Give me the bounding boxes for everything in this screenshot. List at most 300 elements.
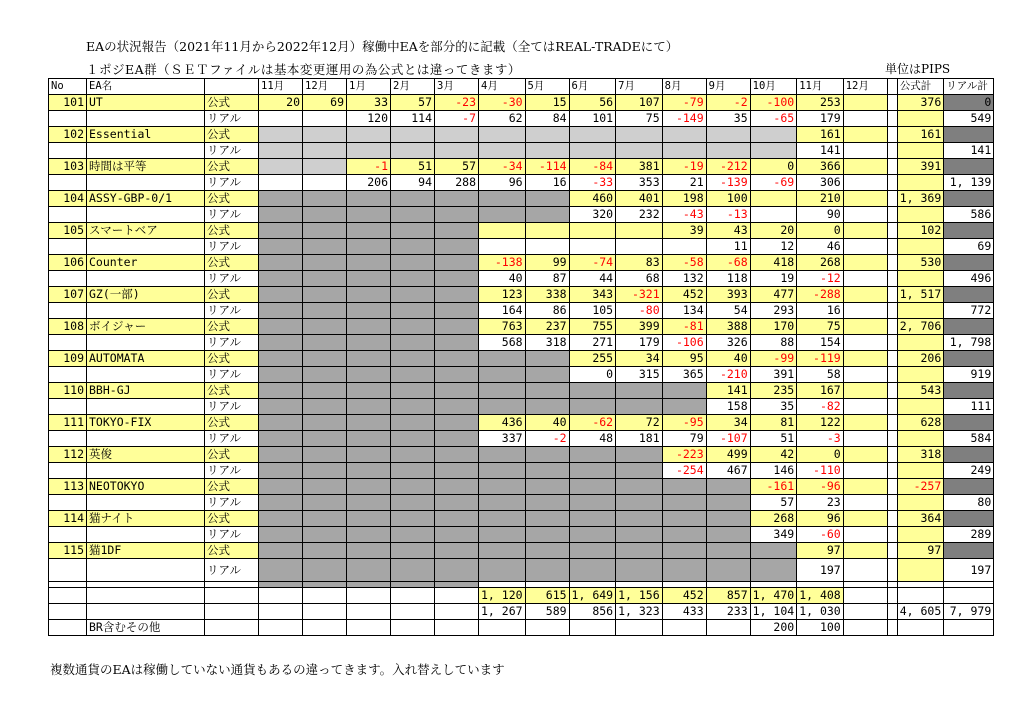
month-value: -34 bbox=[479, 159, 526, 175]
month-value bbox=[391, 383, 435, 399]
official-total-empty bbox=[897, 431, 944, 447]
official-total-empty bbox=[897, 111, 944, 127]
official-total: 318 bbox=[897, 447, 944, 463]
month-value: 197 bbox=[797, 559, 844, 582]
month-value bbox=[259, 367, 303, 383]
month-value: 72 bbox=[616, 415, 663, 431]
month-value: -1 bbox=[347, 159, 391, 175]
month-value: 120 bbox=[347, 111, 391, 127]
month-value bbox=[525, 479, 569, 495]
ea-official-row bbox=[49, 191, 994, 207]
ea-real-row bbox=[49, 239, 994, 255]
column-header: 2月 bbox=[391, 79, 435, 95]
official-total: 543 bbox=[897, 383, 944, 399]
ea-number-empty bbox=[49, 111, 87, 127]
month-value bbox=[616, 479, 663, 495]
month-value bbox=[259, 399, 303, 415]
totals-official-row bbox=[49, 588, 994, 604]
month-value: -138 bbox=[479, 255, 526, 271]
month-value bbox=[843, 287, 887, 303]
month-value bbox=[525, 207, 569, 223]
kind-official: 公式 bbox=[205, 319, 259, 335]
ea-number: 106 bbox=[49, 255, 87, 271]
month-value: 237 bbox=[525, 319, 569, 335]
month-value: 84 bbox=[525, 111, 569, 127]
month-value: 141 bbox=[706, 383, 750, 399]
spacer-cell bbox=[887, 143, 897, 159]
month-value: 134 bbox=[662, 303, 706, 319]
month-value bbox=[843, 511, 887, 527]
month-value: 122 bbox=[797, 415, 844, 431]
month-value bbox=[843, 431, 887, 447]
real-total: 111 bbox=[944, 399, 994, 415]
other-row bbox=[49, 620, 994, 636]
month-value bbox=[303, 111, 347, 127]
month-value bbox=[391, 479, 435, 495]
month-value: 418 bbox=[750, 255, 797, 271]
month-value bbox=[662, 127, 706, 143]
month-value bbox=[259, 351, 303, 367]
month-value bbox=[479, 191, 526, 207]
month-value bbox=[303, 319, 347, 335]
month-value bbox=[479, 511, 526, 527]
other-value bbox=[391, 620, 435, 636]
ea-name-empty bbox=[87, 111, 205, 127]
ea-real-row bbox=[49, 207, 994, 223]
total-value bbox=[391, 588, 435, 604]
ea-name-empty bbox=[87, 495, 205, 511]
official-total: 206 bbox=[897, 351, 944, 367]
month-value bbox=[569, 127, 616, 143]
month-value: 326 bbox=[706, 335, 750, 351]
real-total-empty bbox=[944, 159, 994, 175]
month-value bbox=[525, 143, 569, 159]
ea-official-row bbox=[49, 511, 994, 527]
month-value bbox=[303, 463, 347, 479]
month-value bbox=[750, 559, 797, 582]
month-value bbox=[303, 399, 347, 415]
column-header: EA名 bbox=[87, 79, 205, 95]
month-value: 75 bbox=[797, 319, 844, 335]
month-value bbox=[347, 223, 391, 239]
month-value bbox=[843, 447, 887, 463]
ea-official-row bbox=[49, 351, 994, 367]
month-value bbox=[843, 415, 887, 431]
month-value bbox=[259, 207, 303, 223]
month-value bbox=[303, 175, 347, 191]
month-value bbox=[616, 239, 663, 255]
month-value bbox=[259, 223, 303, 239]
month-value bbox=[391, 511, 435, 527]
month-value bbox=[525, 495, 569, 511]
month-value bbox=[303, 511, 347, 527]
month-value: 51 bbox=[391, 159, 435, 175]
month-value bbox=[662, 479, 706, 495]
total-value bbox=[843, 588, 887, 604]
kind-real: リアル bbox=[205, 111, 259, 127]
month-value: 16 bbox=[525, 175, 569, 191]
other-value: 200 bbox=[750, 620, 797, 636]
ea-official-row bbox=[49, 287, 994, 303]
column-header: 5月 bbox=[525, 79, 569, 95]
totals-blank bbox=[205, 604, 259, 620]
ea-number-empty bbox=[49, 175, 87, 191]
month-value bbox=[525, 383, 569, 399]
month-value bbox=[569, 463, 616, 479]
month-value bbox=[391, 255, 435, 271]
month-value bbox=[391, 143, 435, 159]
month-value bbox=[843, 463, 887, 479]
month-value bbox=[435, 223, 479, 239]
month-value bbox=[569, 511, 616, 527]
real-total: 69 bbox=[944, 239, 994, 255]
month-value bbox=[303, 239, 347, 255]
grand-real-total: 7, 979 bbox=[944, 604, 994, 620]
month-value bbox=[259, 559, 303, 582]
month-value: 105 bbox=[569, 303, 616, 319]
official-total-empty bbox=[897, 463, 944, 479]
month-value bbox=[435, 543, 479, 559]
month-value bbox=[525, 239, 569, 255]
month-value: -2 bbox=[706, 95, 750, 111]
month-value bbox=[259, 431, 303, 447]
month-value bbox=[303, 495, 347, 511]
month-value bbox=[435, 239, 479, 255]
ea-name: 猫1DF bbox=[87, 543, 205, 559]
month-value: -96 bbox=[797, 479, 844, 495]
month-value: 349 bbox=[750, 527, 797, 543]
official-total-empty bbox=[897, 271, 944, 287]
official-total: 161 bbox=[897, 127, 944, 143]
kind-real: リアル bbox=[205, 303, 259, 319]
official-total: 530 bbox=[897, 255, 944, 271]
ea-name: GZ(一部) bbox=[87, 287, 205, 303]
month-value bbox=[347, 447, 391, 463]
spacer-cell bbox=[887, 588, 897, 604]
spacer-cell bbox=[887, 95, 897, 111]
kind-real: リアル bbox=[205, 207, 259, 223]
month-value bbox=[259, 543, 303, 559]
total-value bbox=[347, 588, 391, 604]
month-value bbox=[303, 143, 347, 159]
spacer-cell bbox=[887, 79, 897, 95]
month-value: 12 bbox=[750, 239, 797, 255]
month-value bbox=[843, 271, 887, 287]
month-value: 90 bbox=[797, 207, 844, 223]
month-value bbox=[303, 191, 347, 207]
month-value bbox=[259, 319, 303, 335]
month-value: -69 bbox=[750, 175, 797, 191]
month-value bbox=[662, 527, 706, 543]
month-value bbox=[843, 191, 887, 207]
total-value: 1, 408 bbox=[797, 588, 844, 604]
month-value bbox=[347, 351, 391, 367]
month-value bbox=[391, 191, 435, 207]
total-value: 233 bbox=[706, 604, 750, 620]
month-value: 79 bbox=[662, 431, 706, 447]
ea-number: 109 bbox=[49, 351, 87, 367]
ea-official-row bbox=[49, 223, 994, 239]
official-total-empty bbox=[897, 143, 944, 159]
other-blank bbox=[944, 620, 994, 636]
month-value bbox=[435, 143, 479, 159]
month-value: 15 bbox=[525, 95, 569, 111]
month-value: 21 bbox=[662, 175, 706, 191]
other-blank bbox=[49, 620, 87, 636]
month-value bbox=[843, 111, 887, 127]
total-value: 1, 120 bbox=[479, 588, 526, 604]
month-value bbox=[435, 495, 479, 511]
ea-official-row bbox=[49, 159, 994, 175]
month-value bbox=[435, 431, 479, 447]
month-value: 268 bbox=[750, 511, 797, 527]
column-header: 11月 bbox=[797, 79, 844, 95]
month-value: 57 bbox=[750, 495, 797, 511]
month-value: 34 bbox=[706, 415, 750, 431]
month-value: 87 bbox=[525, 271, 569, 287]
spacer-cell bbox=[887, 495, 897, 511]
kind-real: リアル bbox=[205, 463, 259, 479]
ea-official-row bbox=[49, 543, 994, 559]
ea-name-empty bbox=[87, 271, 205, 287]
month-value: 315 bbox=[616, 367, 663, 383]
month-value bbox=[303, 383, 347, 399]
ea-number-empty bbox=[49, 303, 87, 319]
month-value bbox=[391, 543, 435, 559]
spacer-cell bbox=[887, 479, 897, 495]
month-value: -65 bbox=[750, 111, 797, 127]
month-value: 75 bbox=[616, 111, 663, 127]
other-value bbox=[303, 620, 347, 636]
month-value: 68 bbox=[616, 271, 663, 287]
ea-name: スマートベア bbox=[87, 223, 205, 239]
ea-number-empty bbox=[49, 271, 87, 287]
month-value bbox=[347, 543, 391, 559]
column-header: 1月 bbox=[347, 79, 391, 95]
month-value bbox=[843, 335, 887, 351]
ea-real-row bbox=[49, 367, 994, 383]
ea-name: Essential bbox=[87, 127, 205, 143]
other-value: 100 bbox=[797, 620, 844, 636]
real-total-empty bbox=[944, 191, 994, 207]
kind-official: 公式 bbox=[205, 287, 259, 303]
ea-official-row bbox=[49, 255, 994, 271]
month-value bbox=[843, 495, 887, 511]
month-value bbox=[347, 463, 391, 479]
month-value bbox=[616, 143, 663, 159]
ea-number-empty bbox=[49, 335, 87, 351]
kind-official: 公式 bbox=[205, 127, 259, 143]
month-value: 460 bbox=[569, 191, 616, 207]
ea-official-row bbox=[49, 447, 994, 463]
month-value: 35 bbox=[750, 399, 797, 415]
month-value bbox=[706, 495, 750, 511]
month-value: 56 bbox=[569, 95, 616, 111]
unit-label: 単位はPIPS bbox=[885, 62, 951, 76]
month-value bbox=[750, 543, 797, 559]
month-value: 23 bbox=[797, 495, 844, 511]
month-value bbox=[435, 127, 479, 143]
month-value: 114 bbox=[391, 111, 435, 127]
ea-name: Counter bbox=[87, 255, 205, 271]
month-value bbox=[843, 527, 887, 543]
month-value bbox=[843, 303, 887, 319]
month-value bbox=[616, 527, 663, 543]
month-value: -119 bbox=[797, 351, 844, 367]
other-value bbox=[616, 620, 663, 636]
month-value: 366 bbox=[797, 159, 844, 175]
month-value bbox=[259, 463, 303, 479]
month-value bbox=[347, 239, 391, 255]
month-value bbox=[843, 543, 887, 559]
month-value bbox=[347, 399, 391, 415]
total-value: 589 bbox=[525, 604, 569, 620]
report-subtitle: １ポジEA群（ＳＥＴファイルは基本変更運用の為公式とは違ってきます） bbox=[86, 62, 521, 77]
month-value bbox=[259, 175, 303, 191]
month-value: -80 bbox=[616, 303, 663, 319]
ea-number: 115 bbox=[49, 543, 87, 559]
real-total-empty bbox=[944, 223, 994, 239]
month-value: -106 bbox=[662, 335, 706, 351]
month-value bbox=[435, 351, 479, 367]
ea-name-empty bbox=[87, 143, 205, 159]
month-value bbox=[843, 207, 887, 223]
spacer-cell bbox=[887, 415, 897, 431]
month-value: 97 bbox=[797, 543, 844, 559]
ea-name: ASSY-GBP-0/1 bbox=[87, 191, 205, 207]
month-value: 86 bbox=[525, 303, 569, 319]
official-total-empty bbox=[897, 303, 944, 319]
official-total: -257 bbox=[897, 479, 944, 495]
total-value: 433 bbox=[662, 604, 706, 620]
real-total: 141 bbox=[944, 143, 994, 159]
real-total: 772 bbox=[944, 303, 994, 319]
totals-blank bbox=[87, 588, 205, 604]
ea-name-empty bbox=[87, 207, 205, 223]
column-header: 6月 bbox=[569, 79, 616, 95]
month-value: 33 bbox=[347, 95, 391, 111]
month-value bbox=[391, 559, 435, 582]
month-value bbox=[259, 191, 303, 207]
month-value: 393 bbox=[706, 287, 750, 303]
kind-real: リアル bbox=[205, 431, 259, 447]
ea-real-row bbox=[49, 175, 994, 191]
spacer-cell bbox=[887, 620, 897, 636]
column-header: 12月 bbox=[303, 79, 347, 95]
month-value bbox=[435, 447, 479, 463]
month-value bbox=[843, 367, 887, 383]
month-value: -321 bbox=[616, 287, 663, 303]
month-value bbox=[259, 335, 303, 351]
month-value: 40 bbox=[479, 271, 526, 287]
ea-number: 114 bbox=[49, 511, 87, 527]
month-value: -223 bbox=[662, 447, 706, 463]
month-value: 167 bbox=[797, 383, 844, 399]
real-total-empty bbox=[944, 255, 994, 271]
month-value bbox=[843, 399, 887, 415]
month-value bbox=[259, 527, 303, 543]
month-value bbox=[616, 399, 663, 415]
month-value bbox=[525, 511, 569, 527]
spacer-cell bbox=[887, 463, 897, 479]
month-value bbox=[259, 383, 303, 399]
month-value bbox=[706, 511, 750, 527]
month-value bbox=[259, 239, 303, 255]
month-value: 58 bbox=[797, 367, 844, 383]
other-value bbox=[706, 620, 750, 636]
month-value bbox=[662, 511, 706, 527]
month-value bbox=[347, 271, 391, 287]
ea-real-row bbox=[49, 399, 994, 415]
ea-number: 102 bbox=[49, 127, 87, 143]
official-total: 364 bbox=[897, 511, 944, 527]
ea-official-row bbox=[49, 95, 994, 111]
column-header: 公式計 bbox=[897, 79, 944, 95]
month-value bbox=[435, 287, 479, 303]
month-value: 206 bbox=[347, 175, 391, 191]
other-value bbox=[347, 620, 391, 636]
month-value: 100 bbox=[706, 191, 750, 207]
ea-number-empty bbox=[49, 399, 87, 415]
month-value: 568 bbox=[479, 335, 526, 351]
total-value: 615 bbox=[525, 588, 569, 604]
ea-number-empty bbox=[49, 559, 87, 582]
real-total: 80 bbox=[944, 495, 994, 511]
month-value bbox=[616, 383, 663, 399]
month-value bbox=[662, 239, 706, 255]
month-value bbox=[303, 303, 347, 319]
other-blank bbox=[897, 620, 944, 636]
month-value bbox=[616, 223, 663, 239]
month-value bbox=[706, 479, 750, 495]
spacer-cell bbox=[887, 271, 897, 287]
ea-number-empty bbox=[49, 463, 87, 479]
spacer-cell bbox=[887, 111, 897, 127]
month-value: 39 bbox=[662, 223, 706, 239]
month-value: 94 bbox=[391, 175, 435, 191]
month-value bbox=[259, 511, 303, 527]
kind-real: リアル bbox=[205, 367, 259, 383]
total-value: 1, 030 bbox=[797, 604, 844, 620]
spacer-cell bbox=[887, 559, 897, 582]
month-value bbox=[662, 543, 706, 559]
real-total-corner: 0 bbox=[944, 95, 994, 111]
spacer-cell bbox=[887, 383, 897, 399]
real-total-empty bbox=[944, 415, 994, 431]
spacer-cell bbox=[887, 287, 897, 303]
official-total-empty bbox=[897, 239, 944, 255]
month-value bbox=[843, 95, 887, 111]
month-value bbox=[435, 463, 479, 479]
month-value bbox=[616, 495, 663, 511]
ea-number: 111 bbox=[49, 415, 87, 431]
real-total: 1, 798 bbox=[944, 335, 994, 351]
kind-real: リアル bbox=[205, 271, 259, 287]
month-value bbox=[347, 143, 391, 159]
month-value bbox=[569, 239, 616, 255]
kind-real: リアル bbox=[205, 559, 259, 582]
month-value bbox=[391, 127, 435, 143]
ea-official-row bbox=[49, 383, 994, 399]
kind-real: リアル bbox=[205, 239, 259, 255]
ea-name: TOKYO-FIX bbox=[87, 415, 205, 431]
month-value: -210 bbox=[706, 367, 750, 383]
month-value bbox=[347, 207, 391, 223]
total-value: 1, 156 bbox=[616, 588, 663, 604]
column-header: 10月 bbox=[750, 79, 797, 95]
kind-real: リアル bbox=[205, 527, 259, 543]
ea-name: 時間は平等 bbox=[87, 159, 205, 175]
